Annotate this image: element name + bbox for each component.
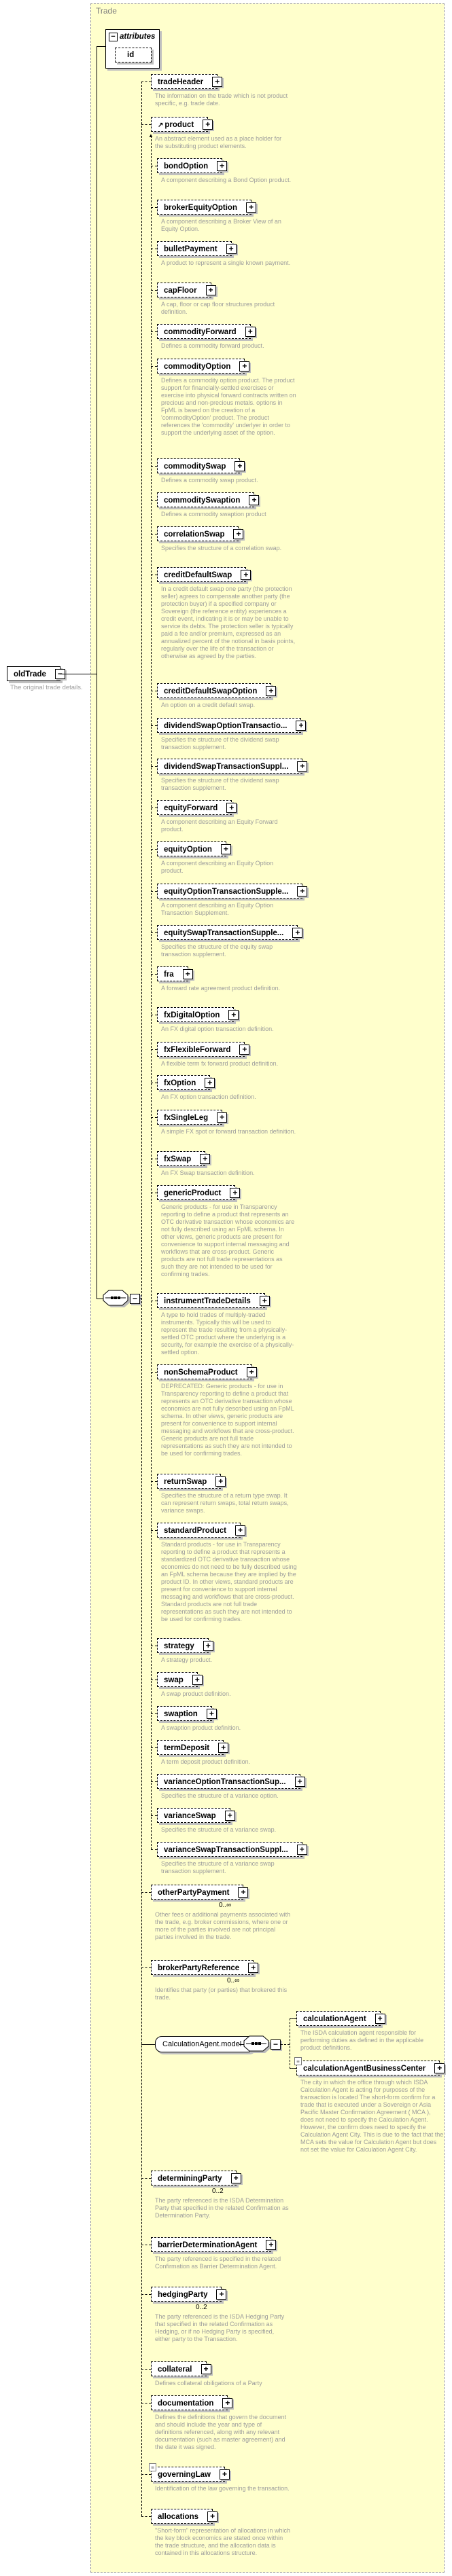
element-doc: A swap product definition.: [161, 1690, 231, 1697]
connector-line: [151, 1781, 157, 1782]
plus-toggle-icon[interactable]: +: [248, 1963, 258, 1973]
element-doc: Defines a commodity swap product.: [161, 477, 258, 484]
element-bulletPayment[interactable]: [157, 241, 232, 256]
plus-toggle-icon[interactable]: +: [266, 686, 276, 696]
root-element-label: oldTrade: [14, 670, 46, 678]
element-doc: An FX digital option transaction definition.: [161, 1026, 274, 1032]
element-doc: Specifies the structure of a correlation swap.: [161, 545, 282, 551]
element-fxDigitalOption[interactable]: [157, 1007, 237, 1022]
element-doc: Defines collateral obiligations of a Party: [155, 2380, 262, 2387]
element-documentation[interactable]: [151, 2395, 228, 2410]
annotation-icon: ≡: [149, 2463, 156, 2471]
element-doc: Other fees or additional payments associated with the trade, e.g. broker commissions, where one or more of the parties involved are not principal parties involved in the trade.: [155, 1911, 291, 1940]
element-calculationAgent[interactable]: [296, 2011, 381, 2026]
multiplicity-label: 0..∞: [227, 1977, 240, 1984]
element-varianceSwapTransactionSuppl[interactable]: [157, 1842, 305, 1857]
element-commodityForward[interactable]: [157, 324, 251, 339]
element-label: swap: [164, 1676, 184, 1684]
plus-toggle-icon[interactable]: +: [226, 803, 237, 813]
connector-line: [141, 2044, 155, 2045]
element-barrierDeterminationAgent[interactable]: [151, 2237, 274, 2252]
plus-toggle-icon[interactable]: +: [221, 844, 231, 854]
element-doc: Specifies the structure of the dividend swap transaction supplement.: [161, 777, 279, 791]
plus-toggle-icon[interactable]: +: [216, 2289, 226, 2300]
connector-line: [151, 466, 157, 467]
connector-line: [141, 2474, 151, 2475]
plus-toggle-icon[interactable]: +: [231, 2173, 241, 2183]
plus-toggle-icon[interactable]: +: [218, 1743, 228, 1753]
element-determiningParty[interactable]: [151, 2171, 237, 2185]
element-equityOption[interactable]: [157, 841, 226, 856]
element-label: fxDigitalOption: [164, 1011, 220, 1019]
multiplicity-label: 0..2: [212, 2188, 224, 2195]
element-doc: Defines a commodity forward product.: [161, 342, 264, 349]
connector-line: [141, 1967, 151, 1968]
element-doc: Specifies the structure of the dividend swap transaction supplement.: [161, 736, 279, 750]
element-label: fra: [164, 970, 174, 979]
element-otherPartyPayment[interactable]: [151, 1885, 246, 1900]
substitution-arrow-icon: ↗: [158, 122, 164, 129]
element-instrumentTradeDetails[interactable]: [157, 1293, 265, 1308]
element-label: fxFlexibleForward: [164, 1046, 231, 1054]
minus-toggle-icon[interactable]: −: [109, 33, 118, 41]
element-dividendSwapTransactionSuppl[interactable]: [157, 759, 305, 774]
element-label: documentation: [158, 2399, 214, 2408]
element-label: brokerPartyReference: [158, 1964, 240, 1972]
connector-line: [151, 366, 157, 367]
element-doc: Defines a commodity swaption product: [161, 511, 266, 518]
plus-toggle-icon[interactable]: +: [295, 1777, 305, 1787]
plus-toggle-icon[interactable]: +: [233, 529, 243, 539]
element-varianceOptionTransactionSup[interactable]: [157, 1774, 300, 1789]
connector-line: [151, 1372, 157, 1373]
element-doc: The party referenced is specified in the related Confirmation as Barrier Determination Agent.: [155, 2255, 281, 2270]
element-hedgingParty[interactable]: [151, 2287, 222, 2302]
element-doc: A term deposit product definition.: [161, 1758, 251, 1765]
plus-toggle-icon[interactable]: +: [192, 1675, 203, 1685]
element-label: commoditySwaption: [164, 496, 241, 505]
element-allocations[interactable]: [151, 2509, 213, 2524]
element-doc: A cap, floor or cap floor structures product definition.: [161, 301, 275, 315]
connector-line: [290, 2068, 296, 2069]
plus-toggle-icon[interactable]: +: [297, 1845, 307, 1855]
element-label: equityOptionTransactionSupple...: [164, 888, 289, 896]
element-equitySwapTransactionSupple[interactable]: [157, 925, 298, 940]
plus-toggle-icon[interactable]: +: [249, 495, 259, 505]
element-calculationAgentBusinessCenter[interactable]: [296, 2058, 442, 2075]
plus-toggle-icon[interactable]: +: [217, 1112, 227, 1123]
element-doc: The information on the trade which is not product specific, e.g. trade date.: [155, 92, 288, 107]
element-termDeposit[interactable]: [157, 1740, 224, 1755]
connector-line: [281, 2044, 290, 2045]
plus-toggle-icon[interactable]: +: [434, 2063, 445, 2073]
element-label: equitySwapTransactionSupple...: [164, 929, 284, 937]
element-label: fxSingleLeg: [164, 1114, 209, 1122]
root-element-oldtrade[interactable]: [7, 666, 63, 681]
element-label: equityOption: [164, 846, 212, 854]
element-doc: Specifies the structure of a return type swap. It can represent return swaps, total return swaps, variance swaps.: [161, 1492, 289, 1514]
connector-line: [151, 974, 157, 975]
element-label: termDeposit: [164, 1744, 210, 1752]
element-doc: A component describing an Equity Forward product.: [161, 818, 278, 833]
substitution-group-connector: [151, 136, 152, 1849]
element-doc: An FX option transaction definition.: [161, 1093, 256, 1100]
element-label: strategy: [164, 1642, 194, 1650]
element-doc: "Short-form" representation of allocations in which the key block economics are stated once within the trade structure, and the allocation data is contained in this allocations structure.: [155, 2527, 290, 2556]
connector-line: [141, 2369, 151, 2370]
sequence-children-connector: [141, 81, 142, 2516]
group-label: CalculationAgent.model: [162, 2040, 242, 2048]
element-fxOption[interactable]: [157, 1075, 213, 1090]
element-label: capFloor: [164, 287, 197, 295]
plus-toggle-icon[interactable]: +: [266, 2240, 276, 2250]
plus-toggle-icon[interactable]: +: [212, 77, 222, 87]
plus-toggle-icon[interactable]: +: [238, 1887, 248, 1898]
plus-toggle-icon[interactable]: +: [297, 761, 307, 772]
element-label: equityForward: [164, 804, 218, 812]
element-doc: Standard products - for use in Transparency reporting to define a product that represents a standardized OTC derivative transaction whose economics do not need to be fully described using an FpML schema because they are implied by the product ID. In other views, standard products are present for convenience to support internal messaging and workflows that are cross-product. Standard products are not full trade representations as such they are not intended to be used for confirming trades.: [161, 1541, 297, 1622]
element-label: calculationAgentBusinessCenter: [303, 2065, 426, 2073]
element-fra[interactable]: [157, 966, 188, 981]
plus-toggle-icon[interactable]: +: [234, 461, 245, 471]
plus-toggle-icon[interactable]: +: [239, 361, 249, 371]
element-label: nonSchemaProduct: [164, 1368, 238, 1377]
plus-toggle-icon[interactable]: +: [230, 1188, 240, 1198]
plus-toggle-icon[interactable]: +: [245, 327, 256, 337]
element-label: varianceSwapTransactionSuppl...: [164, 1846, 288, 1854]
element-doc: A product to represent a single known payment.: [161, 259, 291, 266]
element-doc: A component describing an Equity Option Transaction Supplement.: [161, 902, 274, 916]
plus-toggle-icon[interactable]: +: [201, 2364, 211, 2374]
connector-line: [151, 1747, 157, 1748]
element-equityForward[interactable]: [157, 800, 232, 815]
connector-line: [151, 1049, 157, 1050]
plus-toggle-icon[interactable]: +: [235, 1525, 245, 1536]
element-product[interactable]: [151, 117, 211, 132]
element-fxFlexibleForward[interactable]: [157, 1042, 245, 1057]
root-element-doc: The original trade details.: [10, 684, 83, 691]
element-doc: An FX Swap transaction definition.: [161, 1169, 255, 1176]
element-doc: DEPRECATED: Generic products - for use in Transparency reporting to define a product that represents an OTC derivative transaction whose economics are not fully described using an FpML schema. In other views, generic products are present for convenience to support internal messaging and workflows that are cross-product. Generic products are not full trade representations as such they are not intended to be used for confirming trades.: [161, 1383, 294, 1457]
element-label: creditDefaultSwap: [164, 571, 232, 579]
element-label: correlationSwap: [164, 530, 225, 539]
connector-line: [151, 1481, 157, 1482]
plus-toggle-icon[interactable]: +: [207, 1709, 217, 1719]
connector-line: [151, 207, 157, 208]
connector-line: [151, 725, 157, 726]
element-label: bulletPayment: [164, 245, 218, 253]
element-swaption[interactable]: [157, 1706, 212, 1721]
element-fxSingleLeg[interactable]: [157, 1110, 225, 1125]
element-doc: A simple FX spot or forward transaction definition.: [161, 1128, 296, 1135]
element-label: dividendSwapOptionTransactio...: [164, 722, 288, 730]
connector-line: [151, 1117, 157, 1118]
element-label: creditDefaultSwapOption: [164, 687, 258, 695]
element-brokerEquityOption[interactable]: [157, 200, 254, 215]
connector-line: [151, 290, 157, 291]
connector-line: [141, 2294, 151, 2295]
element-doc: Generic products - for use in Transparency reporting to define a product that represents an OTC derivative transaction whose economics are not fully described using an FpML schema. In other views, generic products are present for convenience to support internal messaging and workflows that are cross-product. Generic products are not full trade representations as such they are not intended to be used for confirming trades.: [161, 1203, 295, 1277]
plus-toggle-icon[interactable]: +: [206, 285, 216, 295]
connector-line: [141, 124, 151, 125]
element-dividendSwapOptionTransactio[interactable]: [157, 718, 304, 733]
multiplicity-label: 0..2: [196, 2304, 207, 2311]
connector-line: [141, 2516, 151, 2517]
element-label: returnSwap: [164, 1478, 207, 1486]
element-doc: A component describing an Equity Option product.: [161, 860, 274, 874]
element-doc: The ISDA calculation agent responsible for performing duties as defined in the applicable product definitions.: [300, 2029, 424, 2051]
element-creditDefaultSwap[interactable]: [157, 567, 249, 582]
connector-line: [151, 331, 157, 332]
element-label: fxOption: [164, 1079, 196, 1087]
substitution-target-icon: ▲: [148, 132, 154, 139]
attribute-id[interactable]: id: [115, 48, 152, 62]
element-standardProduct[interactable]: [157, 1523, 241, 1538]
element-brokerPartyReference[interactable]: [151, 1960, 254, 1975]
element-label: allocations: [158, 2513, 199, 2521]
plus-toggle-icon[interactable]: +: [241, 570, 251, 580]
element-equityOptionTransactionSupple[interactable]: [157, 884, 305, 899]
element-doc: A swaption product definition.: [161, 1724, 241, 1731]
element-doc: Specifies the structure of a variance option.: [161, 1792, 279, 1799]
minus-toggle-icon[interactable]: −: [55, 669, 65, 679]
element-doc: Specifies the structure of a variance swap transaction supplement.: [161, 1860, 275, 1874]
element-label: otherPartyPayment: [158, 1889, 230, 1897]
element-commodityOption[interactable]: [157, 359, 245, 374]
element-fxSwap[interactable]: [157, 1151, 208, 1166]
element-label: barrierDeterminationAgent: [158, 2241, 258, 2249]
plus-toggle-icon[interactable]: +: [200, 1154, 210, 1164]
element-swap[interactable]: [157, 1672, 198, 1687]
element-label: collateral: [158, 2365, 192, 2374]
sequence-icon[interactable]: [103, 1290, 133, 1313]
element-genericProduct[interactable]: [157, 1185, 238, 1200]
connector-line: [141, 81, 151, 82]
plus-toggle-icon[interactable]: +: [203, 120, 213, 130]
element-label: calculationAgent: [303, 2015, 366, 2023]
connector-line: [141, 1892, 151, 1893]
plus-toggle-icon[interactable]: +: [226, 244, 237, 254]
minus-toggle-icon[interactable]: −: [130, 1294, 140, 1304]
plus-toggle-icon[interactable]: +: [225, 1811, 235, 1821]
plus-toggle-icon[interactable]: +: [239, 1045, 249, 1055]
connector-line: [151, 1713, 157, 1714]
element-doc: Defines the definitions that govern the document and should include the year and type of definitions referenced, along with any relevant documentation (such as master agreement) and the date it was signed.: [155, 2414, 287, 2450]
connector-line: [151, 1815, 157, 1816]
element-doc: A forward rate agreement product definition.: [161, 985, 281, 992]
element-label: swaption: [164, 1710, 198, 1718]
plus-toggle-icon[interactable]: +: [183, 969, 193, 979]
attributes-header: attributes: [120, 33, 156, 41]
element-doc: Specifies the structure of the equity swap transaction supplement.: [161, 943, 273, 958]
plus-toggle-icon[interactable]: +: [292, 928, 302, 938]
element-doc: Defines a commodity option product. The product support for financially-settled exercises or exercise into physical forward contracts written on precious and non-precious metals. options in FpML is based on the creation of a 'commodityOption' product. The product references the 'commodity' underlyer in order to support the underlying asset of the option.: [161, 377, 296, 436]
element-label: genericProduct: [164, 1189, 222, 1197]
connector-line: [151, 1530, 157, 1531]
element-label: standardProduct: [164, 1527, 227, 1535]
element-label: varianceSwap: [164, 1812, 216, 1820]
element-label: bondOption: [164, 162, 209, 170]
element-returnSwap[interactable]: [157, 1474, 224, 1489]
plus-toggle-icon[interactable]: +: [228, 1010, 239, 1020]
element-label: tradeHeader: [158, 78, 204, 86]
plus-toggle-icon[interactable]: +: [260, 1296, 270, 1306]
connector-line: [141, 2178, 151, 2179]
connector-line: [151, 932, 157, 933]
attributes-box: [105, 29, 160, 69]
element-governingLaw[interactable]: [151, 2467, 225, 2482]
plus-toggle-icon[interactable]: +: [246, 202, 256, 213]
minus-toggle-icon[interactable]: −: [271, 2039, 281, 2050]
element-label: hedgingParty: [158, 2291, 208, 2299]
multiplicity-label: 0..∞: [219, 1902, 232, 1909]
element-label: product: [164, 121, 194, 129]
plus-toggle-icon[interactable]: +: [375, 2014, 385, 2024]
plus-toggle-icon[interactable]: +: [217, 161, 227, 171]
element-label: fxSwap: [164, 1155, 192, 1163]
element-doc: The party referenced is the ISDA Hedging Party that specified in the related Confirmation as Hedging, or if no Hedging Party is specified, either party to the Transaction.: [155, 2313, 285, 2342]
element-doc: In a credit default swap one party (the protection seller) agrees to compensate another party (the protection buyer) if a specified company or Sovereign (the reference entity) experiences a credit event, indicating it is or may be unable to service its debts. The protection seller is typically paid a fee and/or premium, expressed as an annualized percent of the notional in basis points, regularly over the life of the transaction or otherwise as agreed by the parties.: [161, 585, 296, 659]
element-doc: Specifies the structure of a variance swap.: [161, 1826, 277, 1833]
plus-toggle-icon[interactable]: +: [296, 721, 306, 731]
element-strategy[interactable]: [157, 1638, 209, 1653]
plus-toggle-icon[interactable]: +: [222, 2398, 232, 2408]
connector-line: [151, 891, 157, 892]
element-doc: A flexible term fx forward product definition.: [161, 1060, 279, 1067]
plus-toggle-icon[interactable]: +: [203, 1641, 213, 1651]
element-correlationSwap[interactable]: [157, 526, 239, 541]
annotation-icon: ≡: [294, 2057, 302, 2065]
element-commoditySwap[interactable]: [157, 458, 243, 473]
element-label: governingLaw: [158, 2471, 211, 2479]
element-doc: Identification of the law governing the transaction.: [155, 2485, 290, 2492]
plus-toggle-icon[interactable]: +: [297, 886, 307, 896]
element-collateral[interactable]: [151, 2361, 207, 2376]
element-doc: Identifies that party (or parties) that brokered this trade.: [155, 1987, 288, 2001]
connector-line: [151, 500, 157, 501]
element-creditDefaultSwapOption[interactable]: [157, 683, 274, 698]
element-label: determiningParty: [158, 2175, 222, 2183]
element-doc: The party referenced is the ISDA Determination Party that specified in the related Confirmation as Determination Party.: [155, 2197, 289, 2219]
element-doc: An option on a credit default swap.: [161, 702, 256, 708]
element-doc: An abstract element used as a place holder for the substituting product elements.: [155, 135, 282, 149]
connector-line: [151, 849, 157, 850]
element-label: dividendSwapTransactionSuppl...: [164, 763, 289, 771]
connector-line: [151, 766, 157, 767]
element-doc: A type to hold trades of multiply-traded instruments. Typically this will be used to represent the trade resulting from a physically-settled OTC product where the underlying is a security, for example the exercise of a physically-settled option.: [161, 1311, 294, 1356]
element-doc: A strategy product.: [161, 1656, 213, 1663]
plus-toggle-icon[interactable]: +: [215, 1476, 226, 1487]
element-label: commoditySwap: [164, 462, 226, 471]
element-varianceSwap[interactable]: [157, 1808, 230, 1823]
element-doc: A component describing a Broker View of an Equity Option.: [161, 218, 281, 232]
sequence-icon[interactable]: [243, 2035, 273, 2059]
plus-toggle-icon[interactable]: +: [247, 1367, 257, 1377]
element-bondOption[interactable]: [157, 158, 225, 173]
plus-toggle-icon[interactable]: +: [207, 2511, 218, 2522]
element-doc: A component describing a Bond Option product.: [161, 177, 292, 183]
trade-container-label: Trade: [96, 6, 117, 16]
plus-toggle-icon[interactable]: +: [205, 1078, 215, 1088]
connector-line: [97, 46, 106, 47]
element-label: commodityForward: [164, 328, 237, 336]
element-nonSchemaProduct[interactable]: [157, 1364, 252, 1379]
element-commoditySwaption[interactable]: [157, 492, 257, 507]
connector-line: [290, 2018, 296, 2019]
element-label: brokerEquityOption: [164, 204, 237, 212]
connector-line: [151, 1849, 157, 1850]
element-label: commodityOption: [164, 363, 231, 371]
element-label: varianceOptionTransactionSup...: [164, 1778, 286, 1786]
plus-toggle-icon[interactable]: +: [220, 2469, 230, 2480]
element-label: instrumentTradeDetails: [164, 1297, 251, 1305]
element-doc: The city in which the office through which ISDA Calculation Agent is acting for purposes of the transaction is located The short-form confirm for a trade that is executed under a Sovereign or Asia Pacific Master Confirmation Agreement ( MCA ), does not need to specify the Calculation Agent. However, the confirm does need to specify the Calculation Agent City. This is due to the fact that the MCA sets the value for Calculation Agent but does not set the value for Calculation Agent City.: [300, 2079, 444, 2153]
element-tradeHeader[interactable]: [151, 74, 218, 89]
element-capFloor[interactable]: [157, 283, 211, 297]
